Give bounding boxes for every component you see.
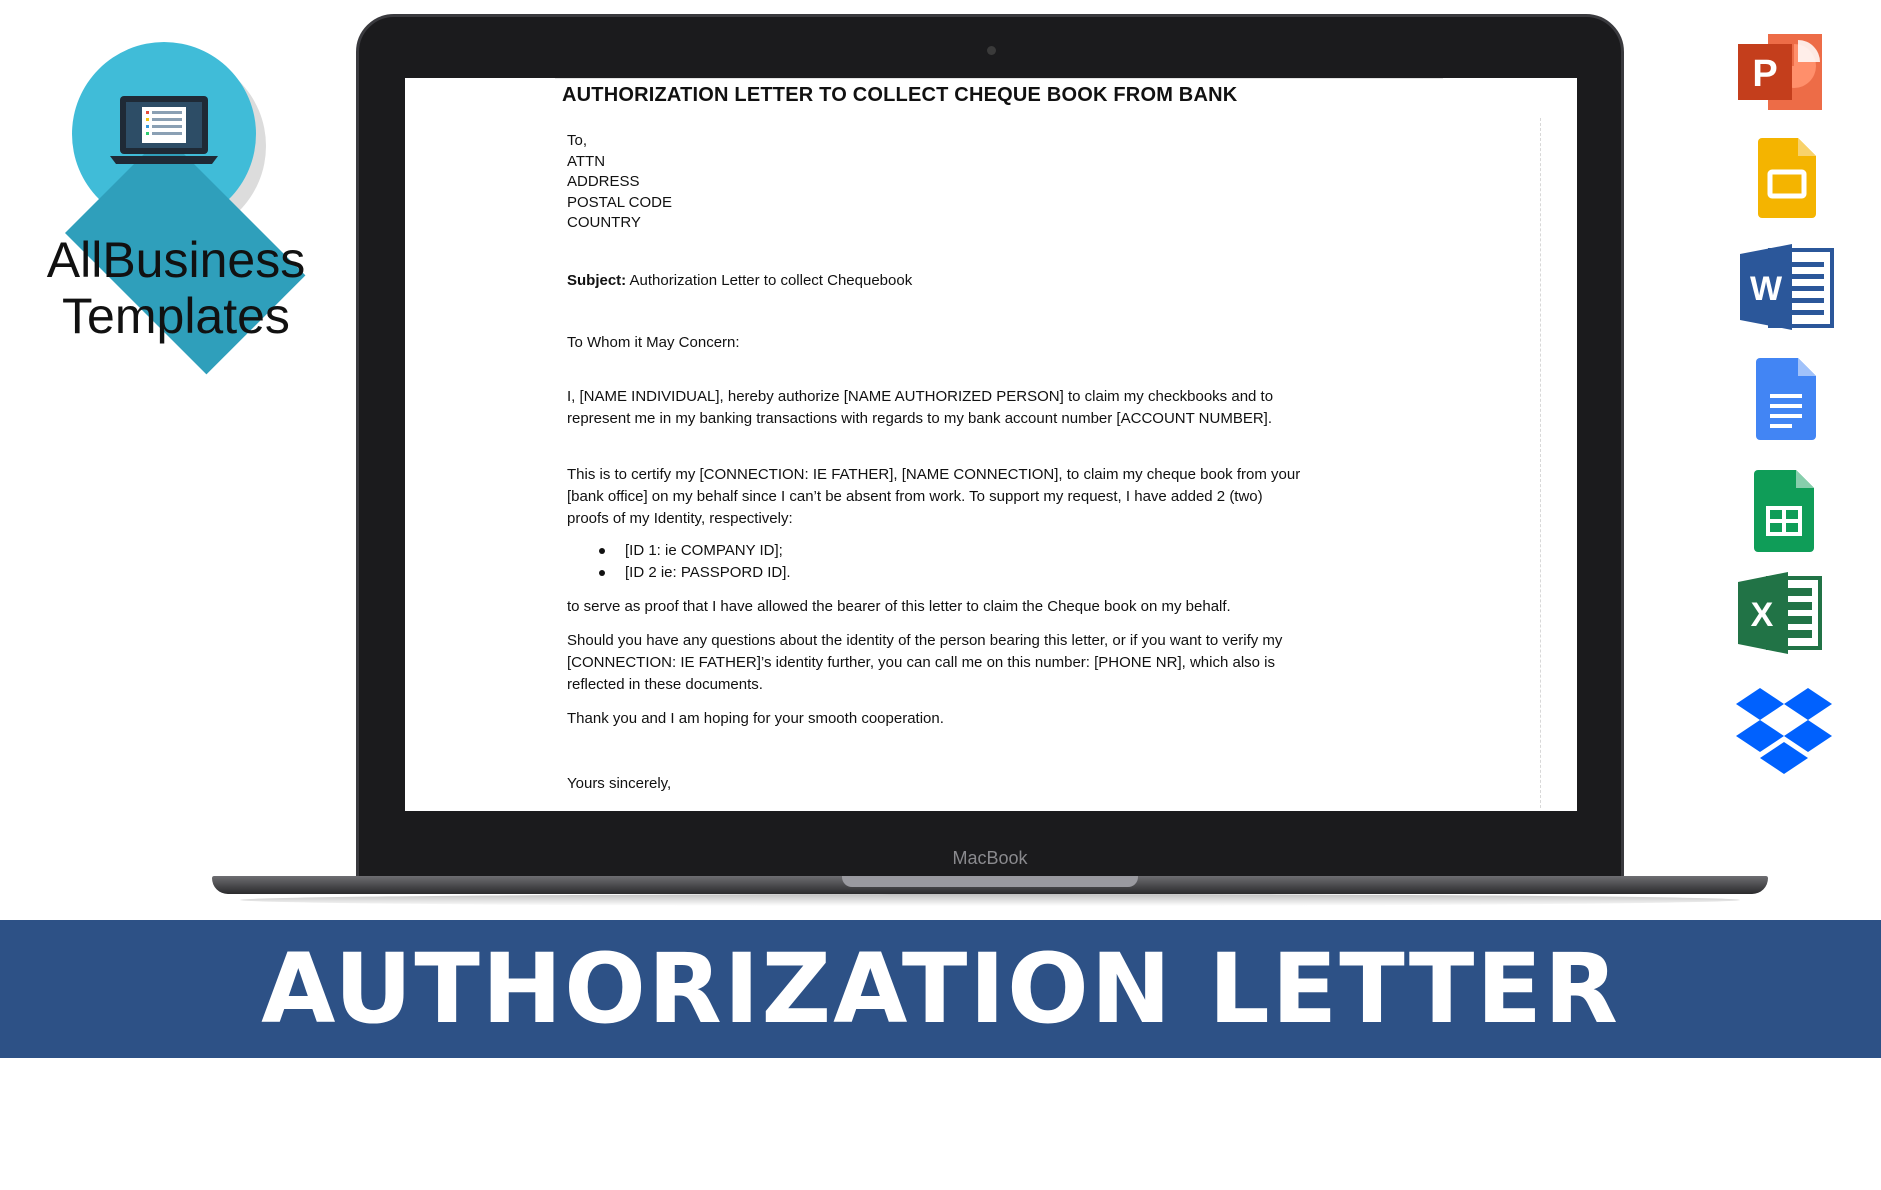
subject-text: Authorization Letter to collect Chequebook — [626, 272, 913, 289]
paragraph-1: I, [NAME INDIVIDUAL], hereby authorize [NAME AUTHORIZED PERSON] to claim my checkbooks and to represent me in my banking transactions with regards to my bank account number [ACCOUNT NUMBER]. — [567, 388, 1274, 427]
powerpoint-icon[interactable] — [1738, 30, 1826, 114]
address-line: ATTN — [567, 152, 606, 170]
address-block — [567, 131, 672, 234]
brand-name — [0, 232, 352, 344]
dropbox-icon[interactable] — [1736, 688, 1832, 776]
laptop-notch — [842, 876, 1138, 887]
word-icon[interactable] — [1740, 244, 1834, 330]
google-docs-icon[interactable] — [1756, 358, 1816, 440]
camera-icon — [987, 46, 996, 55]
google-sheets-icon[interactable] — [1754, 470, 1814, 552]
letter-document — [405, 78, 1577, 811]
svg-text:P: P — [1752, 53, 1778, 95]
paragraph-3: to serve as proof that I have allowed the bearer of this letter to claim the Cheque book on my behalf. — [567, 598, 1231, 615]
brand-line1: AllBusiness — [46, 232, 306, 288]
paragraph-4: Should you have any questions about the identity of the person bearing this letter, or if you want to verify my [CONNECTION: IE FATHER]’s identity further, you can call me on this number: [PHONE NR], which also is reflected in these documents. — [567, 632, 1283, 693]
id-list — [595, 540, 791, 584]
address-line: ADDRESS — [567, 173, 640, 190]
closing: Yours sincerely, — [567, 775, 672, 792]
paragraph-5: Thank you and I am hoping for your smooth cooperation. — [567, 710, 944, 727]
address-line: To, — [567, 132, 588, 149]
banner-title: AUTHORIZATION LETTER TEMPLATES — [261, 933, 1620, 1179]
macbook-label: MacBook — [952, 848, 1028, 868]
document-title: AUTHORIZATION LETTER TO COLLECT CHEQUE BOOK FROM BANK — [562, 84, 1238, 106]
paragraph-2: This is to certify my [CONNECTION: IE FATHER], [NAME CONNECTION], to claim my cheque book from your [bank office] on my behalf since I can’t be absent from work. To support my request, I have added 2 (two) proofs of my Identity, respectively: — [567, 466, 1301, 527]
subject-label: Subject: — [567, 272, 627, 289]
excel-icon[interactable] — [1738, 572, 1822, 654]
svg-text:X: X — [1750, 596, 1774, 634]
laptop-screen — [405, 78, 1577, 811]
google-slides-icon[interactable] — [1758, 138, 1816, 218]
subject-line — [567, 272, 912, 289]
list-item: [ID 2 ie: PASSPORD ID]. — [595, 562, 791, 584]
address-line: POSTAL CODE — [567, 193, 673, 211]
brand-logo — [72, 42, 256, 226]
svg-text:W: W — [1749, 270, 1783, 308]
laptop-icon — [110, 94, 218, 168]
address-line: COUNTRY — [567, 214, 641, 231]
brand-line2: Templates — [62, 288, 290, 344]
list-item: [ID 1: ie COMPANY ID]; — [595, 540, 791, 562]
greeting: To Whom it May Concern: — [567, 334, 740, 351]
